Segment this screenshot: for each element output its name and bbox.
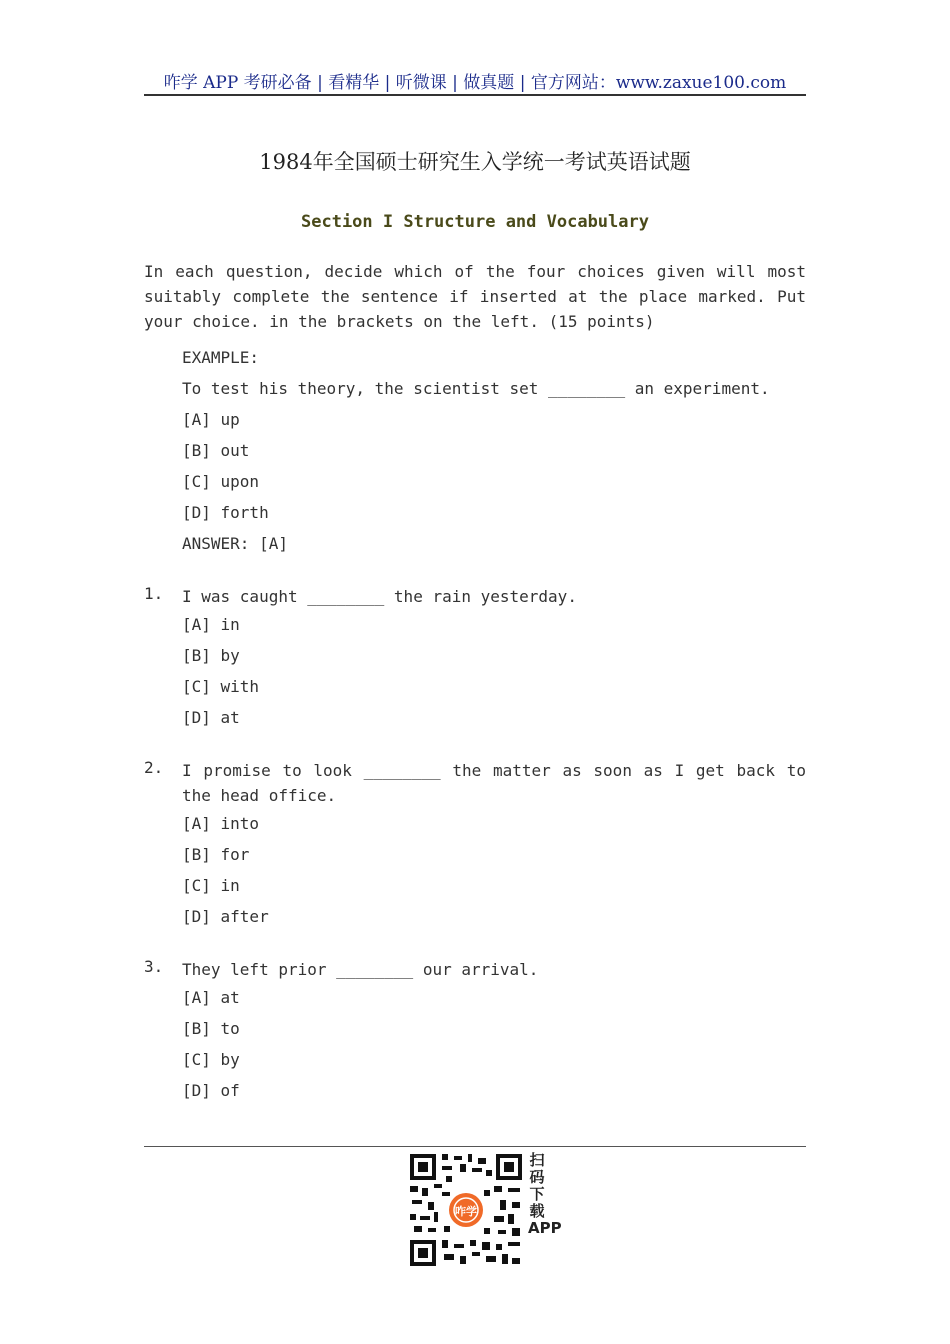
example-sentence: To test his theory, the scientist set ________ an experiment. <box>182 379 770 398</box>
footer-divider <box>144 1146 806 1147</box>
example-option-b: [B] out <box>182 441 250 460</box>
example-option-a: [A] up <box>182 410 240 429</box>
question-2-option-d: [D] after <box>182 907 269 926</box>
question-3-option-a: [A] at <box>182 988 240 1007</box>
question-2-option-b: [B] for <box>182 845 250 864</box>
header-divider <box>144 94 806 96</box>
question-1-option-a: [A] in <box>182 615 240 634</box>
question-2-text: I promise to look ________ the matter as soon as I get back to the head office. <box>182 761 806 805</box>
question-1-text: I was caught ________ the rain yesterday. <box>182 587 577 606</box>
question-1-option-c: [C] with <box>182 677 260 696</box>
example-option-c: [C] upon <box>182 472 260 491</box>
question-3-number: 3. <box>144 957 164 976</box>
question-1-number: 1. <box>144 584 164 603</box>
example-label: EXAMPLE: <box>182 348 260 367</box>
site-header-text: 咋学 APP 考研必备 | 看精华 | 听微课 | 做真题 | 官方网站：www.zaxue100.com <box>163 73 787 93</box>
question-2-number: 2. <box>144 758 164 777</box>
question-2-option-c: [C] in <box>182 876 240 895</box>
question-1-option-d: [D] at <box>182 708 240 727</box>
page-title: 1984年全国硕士研究生入学统一考试英语试题 <box>259 150 691 174</box>
question-1-option-b: [B] by <box>182 646 240 665</box>
question-3-text: They left prior ________ our arrival. <box>182 960 539 979</box>
section-title: Section I Structure and Vocabulary <box>301 212 649 232</box>
scan-download-label: 扫码下载APP <box>528 1151 562 1237</box>
question-3-option-b: [B] to <box>182 1019 240 1038</box>
question-3-option-c: [C] by <box>182 1050 240 1069</box>
instructions-paragraph: In each question, decide which of the four choices given will most suitably complete the sentence if inserted at the place marked. Put your choice. in the brackets on the left. (15 points) <box>144 262 806 331</box>
example-answer: ANSWER: [A] <box>182 534 288 553</box>
question-2-option-a: [A] into <box>182 814 260 833</box>
qr-code-icon[interactable] <box>408 1152 524 1268</box>
example-option-d: [D] forth <box>182 503 269 522</box>
qr-logo-text: 咋学 <box>455 1205 477 1218</box>
question-3-option-d: [D] of <box>182 1081 240 1100</box>
